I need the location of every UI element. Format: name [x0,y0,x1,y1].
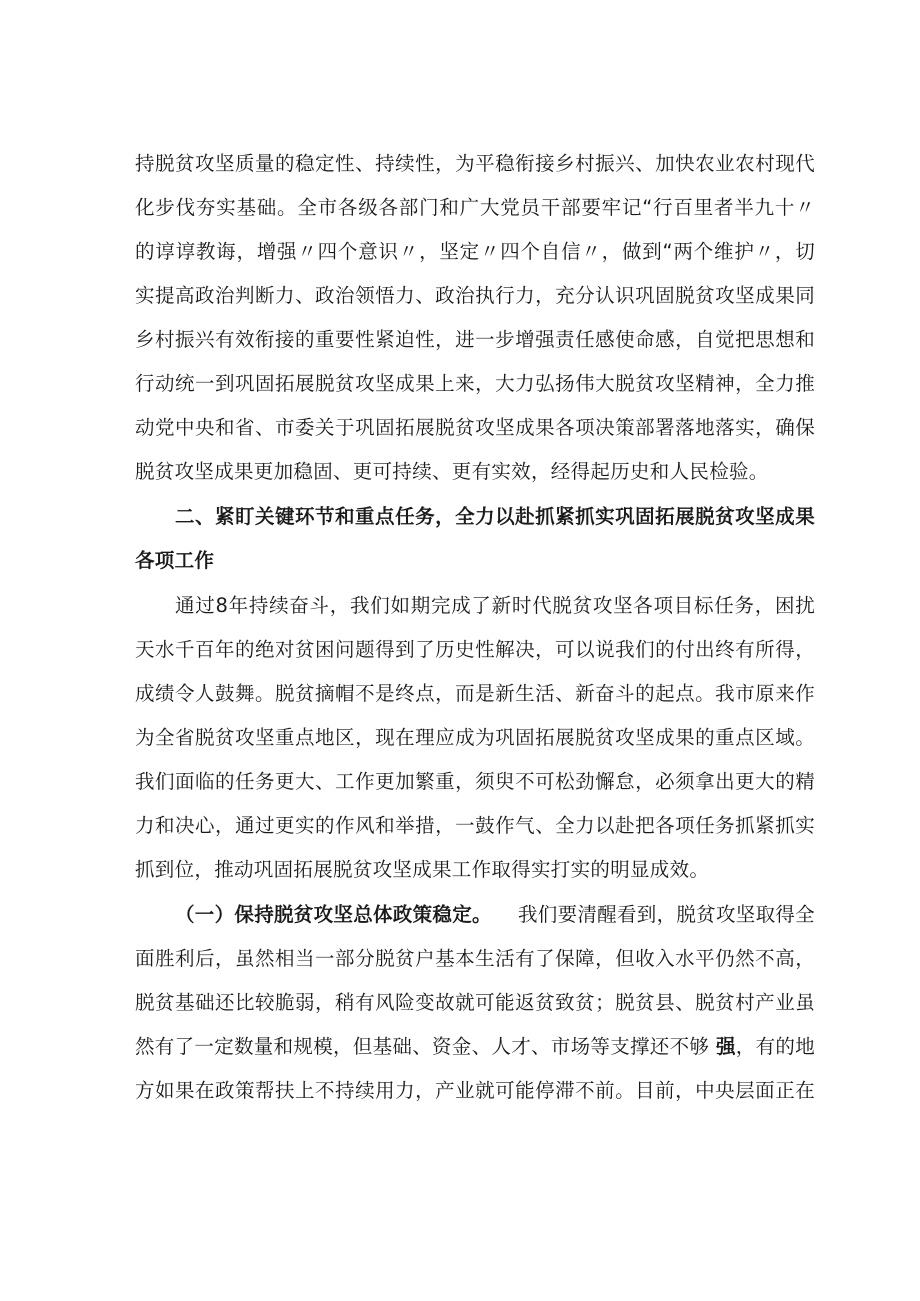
paragraph-line: 动党中央和省、市委关于巩固拓展脱贫攻坚成果各项决策部署落地落实，确保 [135,416,815,439]
paragraph-text: 我们要清醒看到，脱贫攻坚取得全 [517,903,815,926]
paragraph-line [135,1035,815,1059]
section-heading: 各项工作 [135,549,215,572]
paragraph-line: 方如果在政策帮扶上不持续用力，产业就可能停滞不前。目前，中央层面正在 [135,1079,815,1102]
paragraph-line: 面胜利后，虽然相当一部分脱贫户基本生活有了保障，但收入水平仍然不高， [135,947,815,970]
paragraph-line: 我们面临的任务更大、工作更加繁重，须臾不可松劲懈怠，必须拿出更大的精 [135,770,815,793]
paragraph-line: 脱贫攻坚成果更加稳固、更可持续、更有实效，经得起历史和人民检验。 [135,460,769,483]
paragraph-text: ，有的地 [735,1035,815,1058]
paragraph-line: 通过8年持续奋斗，我们如期完成了新时代脱贫攻坚各项目标任务，困扰 [175,594,815,617]
paragraph-first-line [175,903,815,927]
paragraph-line: 化步伐夯实基础。全市各级各部门和广大党员干部要牢记“行百里者半九十〃 [135,196,815,219]
paragraph-line: 力和决心，通过更实的作风和举措，一鼓作气、全力以赴把各项任务抓紧抓实 [135,814,815,837]
paragraph-line: 为全省脱贫攻坚重点地区，现在理应成为巩固拓展脱贫攻坚成果的重点区域。 [135,726,815,749]
paragraph-line: 抓到位，推动巩固拓展脱贫攻坚成果工作取得实打实的明显成效。 [135,858,710,881]
paragraph-line: 的谆谆教诲，增强〃四个意识〃，坚定〃四个自信〃，做到“两个维护〃，切 [135,240,815,263]
section-heading: 二、紧盯关键环节和重点任务，全力以赴抓紧抓实巩固拓展脱贫攻坚成果 [175,505,815,528]
paragraph-text-tail [716,1035,815,1059]
paragraph-line: 行动统一到巩固拓展脱贫攻坚成果上来，大力弘扬伟大脱贫攻坚精神，全力推 [135,372,815,395]
paragraph-line: 天水千百年的绝对贫困问题得到了历史性解决，可以说我们的付出终有所得， [135,638,815,661]
paragraph-line: 实提高政治判断力、政治领悟力、政治执行力，充分认识巩固脱贫攻坚成果同 [135,284,815,307]
paragraph-line: 脱贫基础还比较脆弱，稍有风险变故就可能返贫致贫；脱贫县、脱贫村产业虽 [135,991,815,1014]
subheading: （一）保持脱贫攻坚总体政策稳定。 [175,903,492,926]
bold-char: 强 [715,1035,736,1058]
paragraph-line: 持脱贫攻坚质量的稳定性、持续性，为平稳衔接乡村振兴、加快农业农村现代 [135,152,815,175]
paragraph-text: 然有了一定数量和规模，但基础、资金、人才、市场等支撑还不够 [135,1035,710,1058]
paragraph-line: 乡村振兴有效衔接的重要性紧迫性，进一步增强责任感使命感，自觉把思想和 [135,328,815,351]
paragraph-line: 成绩令人鼓舞。脱贫摘帽不是终点，而是新生活、新奋斗的起点。我市原来作 [135,682,815,705]
